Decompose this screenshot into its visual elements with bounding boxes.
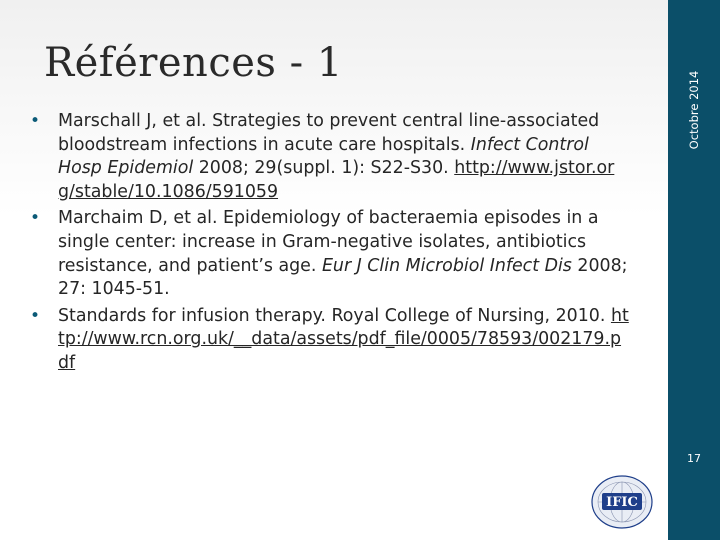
slide-title: Références - 1 [44, 40, 343, 86]
logo-text: IFIC [606, 495, 638, 510]
reference-item [30, 305, 630, 376]
reference-journal: Eur J Clin Microbiol Infect Dis [321, 255, 572, 276]
reference-text: Marchaim D, et al. Epidemiology of bacteraemia episodes in a single center: increase in Gram-negative isolates, antibiotics resistance, and patient’s age. [58, 208, 599, 276]
reference-link[interactable]: http://www.jstor.org/stable/10.1086/591059 [58, 158, 615, 202]
reference-item [30, 207, 630, 301]
reference-item [30, 110, 630, 204]
date-label: Octobre 2014 [687, 70, 701, 150]
reference-journal: Infect Control Hosp Epidemiol [58, 134, 589, 179]
reference-text: Standards for infusion therapy. Royal College of Nursing, 2010. [58, 305, 606, 326]
reference-link[interactable]: http://www.rcn.org.uk/__data/assets/pdf_file/0005/78593/002179.pdf [58, 305, 629, 373]
ific-globe-logo-icon [589, 474, 655, 530]
reference-details: 2008; 27: 1045-51. [58, 255, 628, 300]
reference-details: 2008; 29(suppl. 1): S22-S30. [193, 158, 449, 179]
reference-text: Marschall J, et al. Strategies to prevent central line-associated bloodstream infections in acute care hospitals. [58, 111, 600, 155]
reference-list [30, 110, 630, 379]
page-number: 17 [687, 452, 701, 465]
